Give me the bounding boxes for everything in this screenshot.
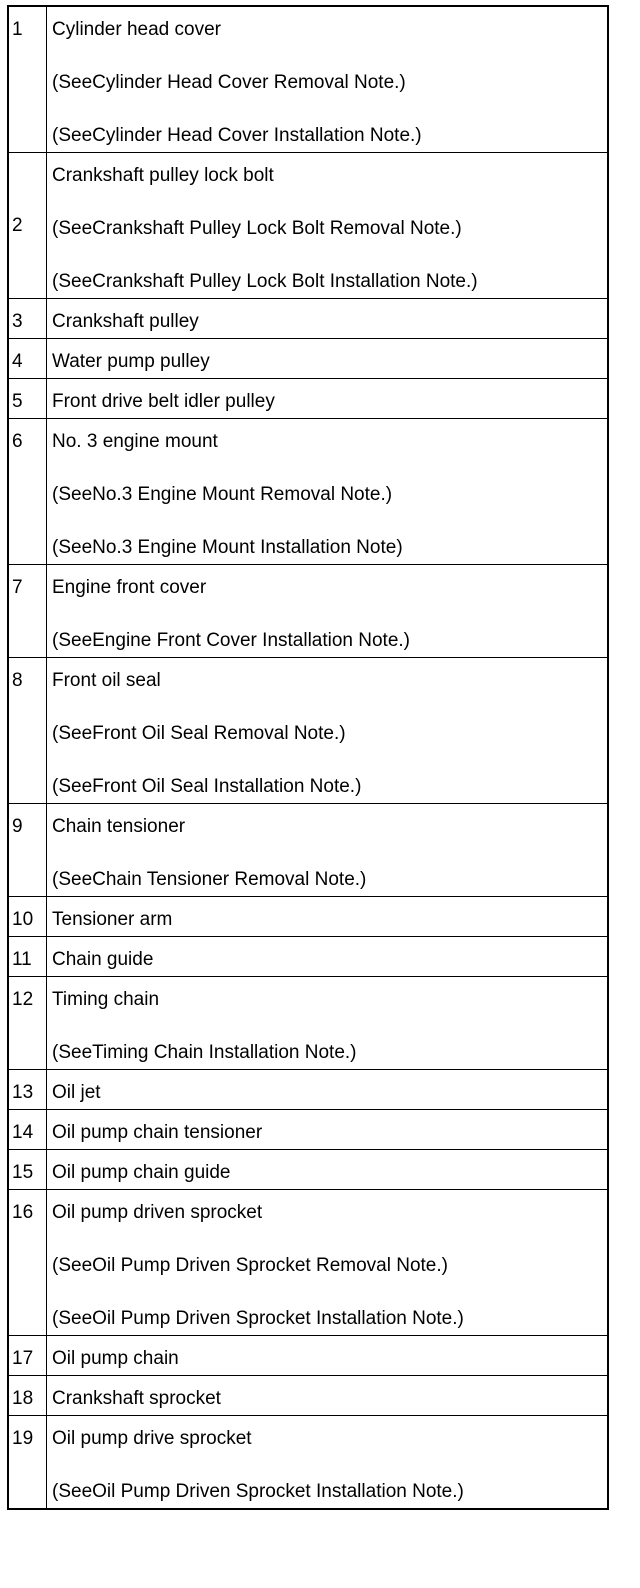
part-name: Oil pump chain <box>52 1348 179 1369</box>
reference-note[interactable]: (SeeNo.3 Engine Mount Removal Note.) <box>52 484 393 505</box>
part-description <box>47 804 609 897</box>
part-name: Chain guide <box>52 949 154 970</box>
table-row <box>8 937 608 977</box>
part-description <box>47 299 609 339</box>
part-number: 11 <box>8 937 47 977</box>
part-name: Front drive belt idler pulley <box>52 391 275 412</box>
table-row <box>8 977 608 1070</box>
reference-note[interactable]: (SeeOil Pump Driven Sprocket Installation Note.) <box>52 1308 464 1329</box>
part-name: Engine front cover <box>52 577 207 598</box>
part-name: Oil pump driven sprocket <box>52 1202 263 1223</box>
part-number: 18 <box>8 1376 47 1416</box>
part-name: Oil pump chain guide <box>52 1162 231 1183</box>
part-number: 6 <box>8 419 47 565</box>
part-name: Oil pump chain tensioner <box>52 1122 263 1143</box>
part-number: 16 <box>8 1190 47 1336</box>
part-number: 10 <box>8 897 47 937</box>
part-number: 3 <box>8 299 47 339</box>
part-description <box>47 339 609 379</box>
part-name: Oil pump drive sprocket <box>52 1428 252 1449</box>
part-number: 12 <box>8 977 47 1070</box>
table-row <box>8 6 608 153</box>
table-row <box>8 565 608 658</box>
part-description <box>47 565 609 658</box>
part-description <box>47 977 609 1070</box>
part-number: 17 <box>8 1336 47 1376</box>
table-row <box>8 804 608 897</box>
table-row <box>8 1336 608 1376</box>
part-description <box>47 419 609 565</box>
reference-note[interactable]: (SeeNo.3 Engine Mount Installation Note) <box>52 537 403 558</box>
part-number: 1 <box>8 6 47 153</box>
part-description <box>47 1110 609 1150</box>
part-name: Crankshaft sprocket <box>52 1388 221 1409</box>
reference-note[interactable]: (SeeFront Oil Seal Removal Note.) <box>52 723 346 744</box>
reference-note[interactable]: (SeeEngine Front Cover Installation Note.) <box>52 630 411 651</box>
part-name: Cylinder head cover <box>52 19 221 40</box>
part-number: 14 <box>8 1110 47 1150</box>
reference-note[interactable]: (SeeFront Oil Seal Installation Note.) <box>52 776 362 797</box>
table-row <box>8 897 608 937</box>
part-description <box>47 379 609 419</box>
reference-note[interactable]: (SeeChain Tensioner Removal Note.) <box>52 869 367 890</box>
part-name: Front oil seal <box>52 670 161 691</box>
part-number: 9 <box>8 804 47 897</box>
part-number: 13 <box>8 1070 47 1110</box>
part-description <box>47 1150 609 1190</box>
part-description <box>47 1336 609 1376</box>
part-number: 5 <box>8 379 47 419</box>
reference-note[interactable]: (SeeOil Pump Driven Sprocket Removal Note.) <box>52 1255 448 1276</box>
part-name: Water pump pulley <box>52 351 210 372</box>
reference-note[interactable]: (SeeOil Pump Driven Sprocket Installation Note.) <box>52 1481 464 1502</box>
part-description <box>47 153 609 299</box>
table-row <box>8 1110 608 1150</box>
part-number: 19 <box>8 1416 47 1510</box>
part-description <box>47 1376 609 1416</box>
table-row <box>8 1376 608 1416</box>
reference-note[interactable]: (SeeCrankshaft Pulley Lock Bolt Installation Note.) <box>52 271 478 292</box>
part-description <box>47 937 609 977</box>
part-name: Oil jet <box>52 1082 101 1103</box>
table-row <box>8 379 608 419</box>
part-number: 2 <box>8 153 47 299</box>
table-row <box>8 658 608 804</box>
part-number: 7 <box>8 565 47 658</box>
table-row <box>8 1190 608 1336</box>
part-name: Chain tensioner <box>52 816 186 837</box>
part-name: Tensioner arm <box>52 909 173 930</box>
reference-note[interactable]: (SeeCylinder Head Cover Installation Note.) <box>52 125 422 146</box>
part-name: No. 3 engine mount <box>52 431 218 452</box>
part-description <box>47 6 609 153</box>
parts-table <box>7 5 609 1510</box>
reference-note[interactable]: (SeeTiming Chain Installation Note.) <box>52 1042 357 1063</box>
reference-note[interactable]: (SeeCylinder Head Cover Removal Note.) <box>52 72 406 93</box>
part-number: 8 <box>8 658 47 804</box>
table-row <box>8 1150 608 1190</box>
reference-note[interactable]: (SeeCrankshaft Pulley Lock Bolt Removal Note.) <box>52 218 462 239</box>
part-number: 4 <box>8 339 47 379</box>
table-row <box>8 1416 608 1510</box>
part-description <box>47 897 609 937</box>
part-description <box>47 1190 609 1336</box>
part-name: Crankshaft pulley lock bolt <box>52 165 274 186</box>
table-row <box>8 1070 608 1110</box>
table-row <box>8 339 608 379</box>
part-name: Crankshaft pulley <box>52 311 199 332</box>
part-description <box>47 1070 609 1110</box>
part-number: 15 <box>8 1150 47 1190</box>
part-description <box>47 1416 609 1510</box>
table-row <box>8 299 608 339</box>
table-row <box>8 419 608 565</box>
table-row <box>8 153 608 299</box>
part-name: Timing chain <box>52 989 160 1010</box>
parts-table-body <box>8 6 608 1509</box>
part-description <box>47 658 609 804</box>
